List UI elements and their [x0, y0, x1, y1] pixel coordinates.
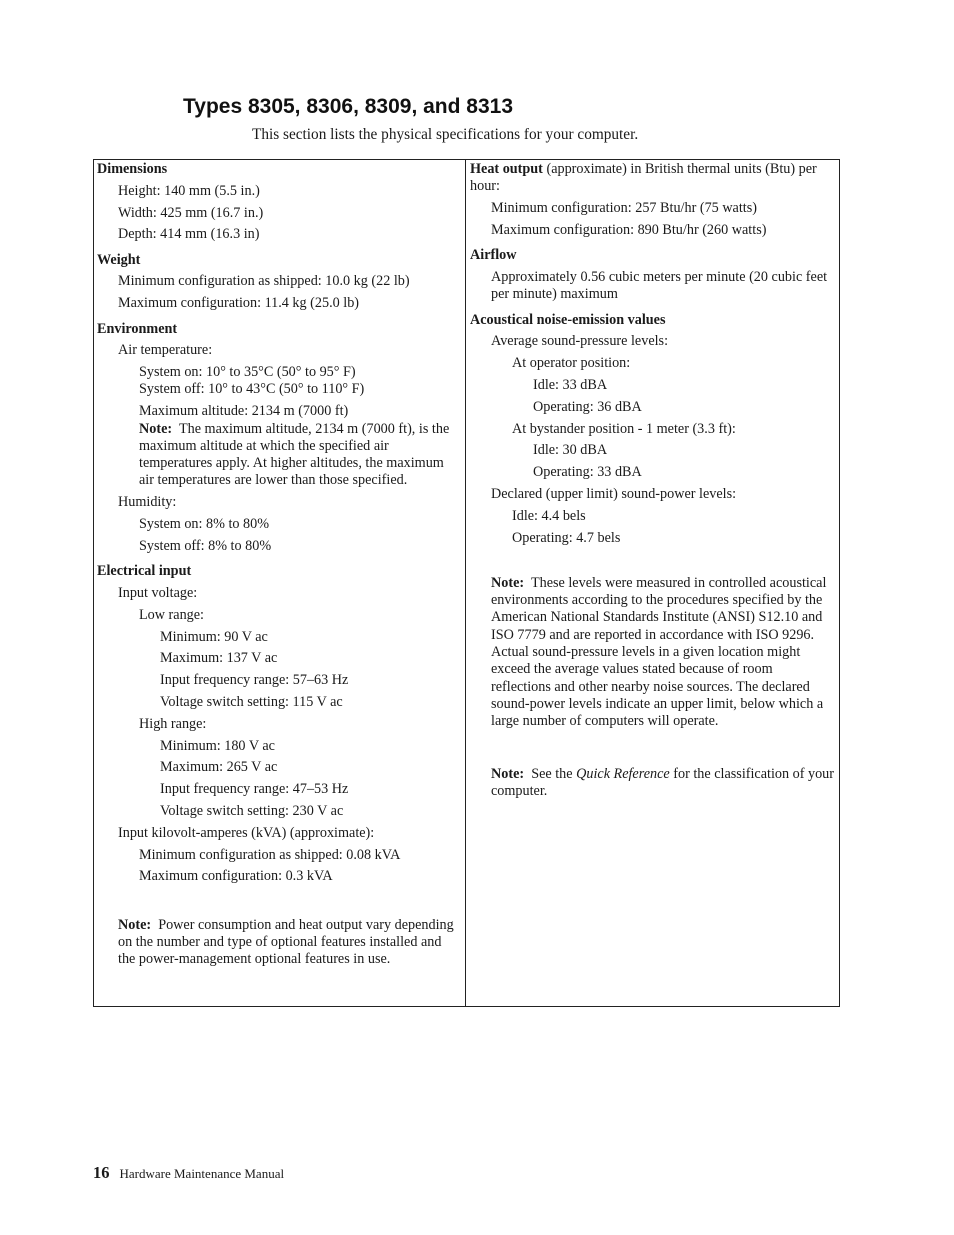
- weight-max: Maximum configuration: 11.4 kg (25.0 lb): [118, 295, 360, 312]
- kva-minimum: Minimum configuration as shipped: 0.08 kVA: [139, 846, 401, 863]
- high-range-maximum: Maximum: 265 V ac: [160, 759, 278, 776]
- dimension-depth: Depth: 414 mm (16.3 in): [118, 226, 260, 243]
- note-label: Note:: [139, 420, 173, 437]
- weight-heading: Weight: [97, 251, 141, 268]
- air-temp-system-off: System off: 10° to 43°C (50° to 110° F): [139, 381, 365, 398]
- operator-idle: Idle: 33 dBA: [533, 376, 608, 393]
- altitude-note: [139, 421, 459, 490]
- low-range-frequency: Input frequency range: 57–63 Hz: [160, 672, 349, 689]
- specifications-left-column: [94, 160, 466, 1006]
- low-range-maximum: Maximum: 137 V ac: [160, 650, 278, 667]
- heat-output-max: Maximum configuration: 890 Btu/hr (260 watts): [491, 221, 767, 238]
- note-text: These levels were measured in controlled acoustical environments according to the procedures specified by the American National Standards Institute (ANSI) S12.10 and ISO 7779 and are reported in accordance with ISO 9296. Actual sound-pressure levels in a given location might exceed the average values stated because of room reflections and other nearby noise sources. The declared sound-power levels indicate an upper limit, below which a large number of computers will operate.: [491, 574, 827, 730]
- acoustic-heading: Acoustical noise-emission values: [470, 311, 666, 328]
- weight-min: Minimum configuration as shipped: 10.0 kg (22 lb): [118, 273, 410, 290]
- operator-operating: Operating: 36 dBA: [533, 398, 642, 415]
- high-range-switch-setting: Voltage switch setting: 230 V ac: [160, 802, 344, 819]
- quick-reference-note: [491, 766, 835, 801]
- page-number: 16: [93, 1163, 110, 1182]
- operator-position-label: At operator position:: [512, 355, 631, 372]
- humidity-label: Humidity:: [118, 494, 177, 511]
- environment-heading: Environment: [97, 320, 178, 337]
- specifications-right-column: [466, 160, 839, 1006]
- note-pre: See the: [531, 765, 573, 782]
- page-title: Types 8305, 8306, 8309, and 8313: [183, 95, 514, 118]
- kva-label: Input kilovolt-amperes (kVA) (approximate):: [118, 824, 375, 841]
- declared-idle: Idle: 4.4 bels: [512, 507, 586, 524]
- heat-output-title: Heat output: [470, 161, 543, 177]
- note-label: Note:: [491, 574, 525, 591]
- manual-title: Hardware Maintenance Manual: [119, 1166, 285, 1181]
- dimensions-heading: Dimensions: [97, 161, 168, 177]
- note-post: for the classification of your computer.: [491, 765, 835, 799]
- bystander-operating: Operating: 33 dBA: [533, 464, 642, 481]
- page-footer: [93, 1163, 284, 1183]
- electrical-input-heading: Electrical input: [97, 563, 192, 580]
- humidity-system-on: System on: 8% to 80%: [139, 516, 270, 533]
- note-text: The maximum altitude, 2134 m (7000 ft), is the maximum altitude at which the specified air temperatures apply. At higher altitudes, the maximum air temperatures are lower than those specified.: [139, 420, 450, 489]
- airflow-text: Approximately 0.56 cubic meters per minute (20 cubic feet per minute) maximum: [491, 268, 828, 303]
- specifications-table: [93, 159, 840, 1007]
- dimension-height: Height: 140 mm (5.5 in.): [118, 182, 260, 199]
- low-range-minimum: Minimum: 90 V ac: [160, 628, 268, 645]
- input-voltage-label: Input voltage:: [118, 584, 198, 601]
- declared-sound-power-label: Declared (upper limit) sound-power levels:: [491, 485, 737, 502]
- high-range-label: High range:: [139, 715, 207, 732]
- note-label: Note:: [491, 765, 525, 782]
- dimension-width: Width: 425 mm (16.7 in.): [118, 204, 264, 221]
- intro-text: This section lists the physical specifications for your computer.: [252, 126, 639, 143]
- air-temperature-label: Air temperature:: [118, 342, 213, 359]
- heat-output-description: (approximate) in British thermal units (Btu) per hour:: [470, 161, 817, 195]
- avg-sound-pressure-label: Average sound-pressure levels:: [491, 333, 669, 350]
- acoustic-note: [491, 575, 835, 731]
- note-text: Power consumption and heat output vary depending on the number and type of optional features installed and the power-management optional features in use.: [118, 916, 454, 968]
- airflow-heading: Airflow: [470, 247, 517, 264]
- power-note: [118, 917, 459, 969]
- high-range-frequency: Input frequency range: 47–53 Hz: [160, 781, 349, 798]
- bystander-idle: Idle: 30 dBA: [533, 442, 608, 459]
- low-range-switch-setting: Voltage switch setting: 115 V ac: [160, 693, 343, 710]
- heat-output-min: Minimum configuration: 257 Btu/hr (75 watts): [491, 200, 757, 217]
- heat-output-heading: [470, 161, 835, 196]
- declared-operating: Operating: 4.7 bels: [512, 529, 621, 546]
- kva-maximum: Maximum configuration: 0.3 kVA: [139, 868, 333, 885]
- bystander-position-label: At bystander position - 1 meter (3.3 ft):: [512, 420, 736, 437]
- air-temp-system-on: System on: 10° to 35°C (50° to 95° F): [139, 364, 356, 381]
- low-range-label: Low range:: [139, 606, 205, 623]
- high-range-minimum: Minimum: 180 V ac: [160, 737, 275, 754]
- humidity-system-off: System off: 8% to 80%: [139, 537, 272, 554]
- maximum-altitude: Maximum altitude: 2134 m (7000 ft): [139, 403, 349, 420]
- quick-reference-title: Quick Reference: [576, 765, 670, 782]
- note-label: Note:: [118, 916, 152, 933]
